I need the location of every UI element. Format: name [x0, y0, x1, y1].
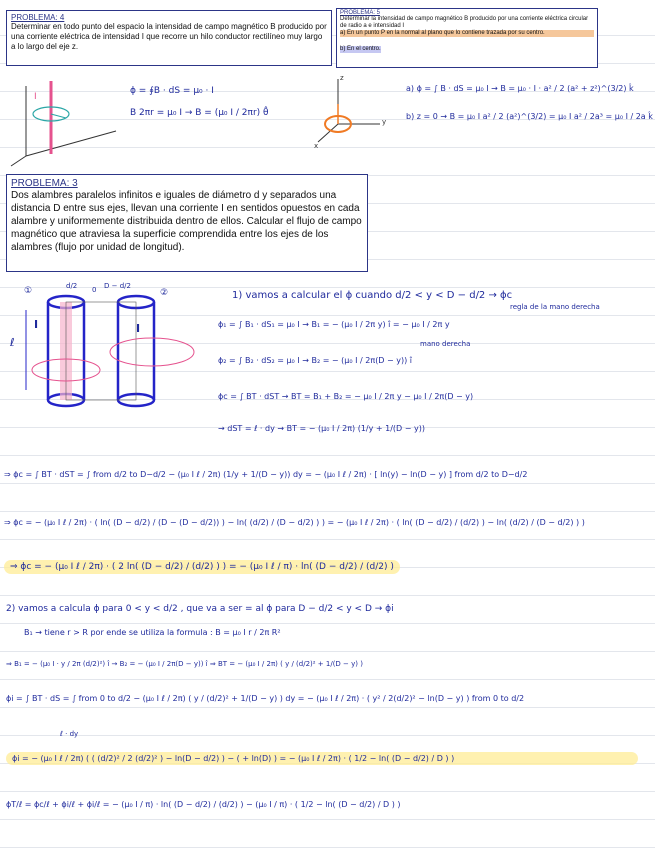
section-2-eq-2: ϕi = ∫ BT · dS = ∫ from 0 to d/2 − (μ₀ I ℓ / 2π) ( y / (d/2)² + 1/(D − y) ) dy = − (μ₀ I ℓ / 2π) · ( y² / 2(d/2)² − ln(D − y) ) from 0 to d/2 [6, 694, 525, 703]
problem-4-title: PROBLEMA: 4 [11, 13, 65, 22]
problem-4-box [6, 10, 332, 66]
problem-5-item-b: b) En el centro. [340, 46, 381, 52]
problem-3-diagram [4, 280, 204, 430]
diagram-p3-wire-2: ② [160, 288, 169, 298]
section-1-eq-4: → dST = ℓ · dy → BT = − (μ₀ I / 2π) (1/y + 1/(D − y)) [218, 424, 425, 433]
section-2-line-2: B₁ → tiene r > R por ende se utiliza la formula : B = μ₀ I r / 2π R² [24, 628, 281, 637]
section-1-eq-6: ⇒ ϕc = − (μ₀ I ℓ / 2π) · ( ln( (D − d/2) / (D − (D − d/2)) ) − ln( (d/2) / (D − d/2) ) ) = − (μ₀ I ℓ / 2π) · ( ln( (D − d/2) / (d/2) ) − ln( (d/2) / (D − d/2) ) ) [4, 518, 585, 527]
diagram-p4-current-label: I [34, 92, 37, 102]
diagram-p3-zero: 0 [92, 286, 97, 294]
problem-5-box [336, 8, 598, 68]
p4-equation-2: B 2πr = μ₀ I → B = (μ₀ I / 2πr) θ̂ [130, 108, 269, 118]
section-2-title: 2) vamos a calcula ϕ para 0 < y < d/2 , que va a ser = al ϕ para D − d/2 < y < D → ϕi [6, 604, 394, 614]
section-2-eq-4: ϕT/ℓ = ϕc/ℓ + ϕi/ℓ + ϕi/ℓ = − (μ₀ I / π) · ln( (D − d/2) / (d/2) ) − (μ₀ I / π) · ( 1/2 − ln( (D − d/2) / D ) ) [6, 800, 401, 809]
section-1-eq-3: ϕc = ∫ BT · dST → BT = B₁ + B₂ = − μ₀ I / 2π y − μ₀ I / 2π(D − y) [218, 392, 474, 401]
diagram-p3-current-right: I [136, 322, 141, 335]
problem-5-title: PROBLEMA: 5 [340, 10, 381, 16]
problem-3-title: PROBLEMA: 3 [11, 178, 78, 189]
diagram-p5-axis-x: x [314, 142, 319, 150]
diagram-p3-current-left: I [34, 318, 39, 331]
problem-3-box [6, 174, 368, 272]
diagram-p3-length: ℓ [10, 336, 15, 349]
section-2-dS: ℓ · dy [60, 730, 79, 738]
section-1-note-right-hand-2: mano derecha [420, 340, 471, 348]
p5-answer-a: a) ϕ = ∫ B · dS = μ₀ I → B = μ₀ · I · a² / 2 (a² + z²)^(3/2) k̂ [406, 84, 634, 93]
diagram-p5-axis-z: z [340, 74, 344, 82]
section-1-title: 1) vamos a calcular el ϕ cuando d/2 < y < D − d/2 → ϕc [232, 290, 513, 301]
p4-equation-1: ϕ = ∮B · dS = μ₀ · I [130, 86, 214, 96]
section-1-eq-1: ϕ₁ = ∫ B₁ · dS₁ = μ₀ I → B₁ = − (μ₀ I / 2π y) î = − μ₀ I / 2π y [218, 320, 450, 329]
problem-4-statement: Determinar en todo punto del espacio la intensidad de campo magnético B producido por una corriente eléctrica de intensidad I que recorre un hilo conductor rectilíneo muy largo a lo largo del eje z. [11, 22, 327, 51]
section-1-eq-7: ⇒ ϕc = − (μ₀ I ℓ / 2π) · ( 2 ln( (D − d/2) / (d/2) ) ) = − (μ₀ I ℓ / π) · ln( (D − d/2) / (d/2) ) [4, 560, 400, 574]
p5-answer-b: b) z = 0 → B = μ₀ I a² / 2 (a²)^(3/2) = μ₀ I a² / 2a³ = μ₀ I / 2a k̂ [406, 112, 653, 121]
section-2-eq-1: ⇒ B₁ = − (μ₀ I · y / 2π (d/2)²) î → B₂ = − (μ₀ I / 2π(D − y)) î ⇒ BT = − (μ₀ I / 2π) ( y / (d/2)² + 1/(D − y) ) [6, 660, 363, 668]
problem-3-statement: Dos alambres paralelos infinitos e iguales de diámetro d y separados una distancia D entre sus ejes, llevan una corriente I en sentidos opuestos en cada alambre y uniformemente distribuida dentro de ellos. Calcular el flujo de campo magnético que atraviesa la superficie comprendida entre los ejes de los alambres (flujo por unidad de longitud). [11, 190, 362, 253]
diagram-p5-axis-y: y [382, 118, 387, 126]
section-1-note-right-hand: regla de la mano derecha [510, 303, 600, 311]
problem-4-diagram [6, 76, 126, 166]
section-2-eq-3: ϕi = − (μ₀ I ℓ / 2π) ( ( (d/2)² / 2 (d/2)² ) − ln(D − d/2) ) − ( + ln(D) ) = − (μ₀ I ℓ / 2π) · ( 1/2 − ln( (D − d/2) / D ) ) [6, 752, 638, 765]
diagram-p3-wire-1: ① [24, 286, 33, 296]
section-1-eq-2: ϕ₂ = ∫ B₂ · dS₂ = μ₀ I → B₂ = − (μ₀ I / 2π(D − y)) î [218, 356, 412, 365]
problem-5-statement: Determinar la intensidad de campo magnético B producido por una corriente eléctrica circular de radio a e intensidad I [340, 16, 589, 29]
section-1-eq-5: ⇒ ϕc = ∫ BT · dST = ∫ from d/2 to D−d/2 − (μ₀ I ℓ / 2π) (1/y + 1/(D − y)) dy = − (μ₀ I ℓ / 2π) · [ ln(y) − ln(D − y) ] from d/2 to D−d/2 [4, 470, 528, 479]
problem-5-diagram [310, 74, 390, 154]
diagram-p3-d2: d/2 [66, 282, 78, 290]
problem-5-item-a: a) En un punto P en la normal al plano que lo contiene trazada por su centro. [340, 30, 594, 37]
diagram-p3-dmd2: D − d/2 [104, 282, 131, 290]
